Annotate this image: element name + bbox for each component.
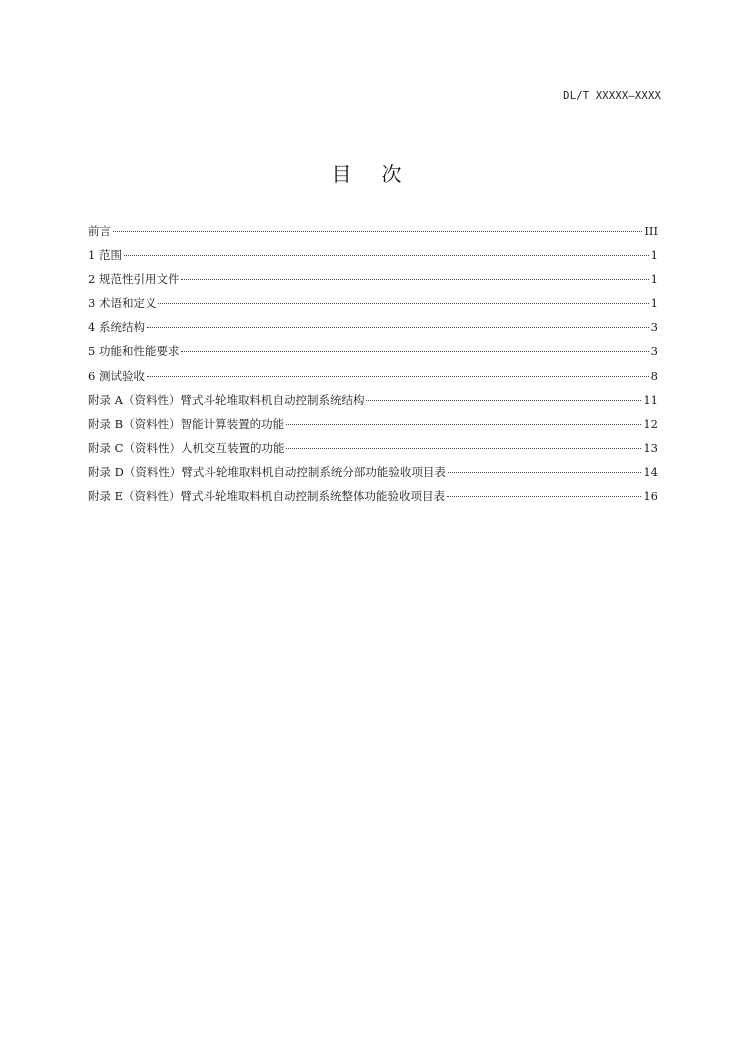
toc-entry[interactable] [88, 460, 658, 484]
toc-entry-label: 附录 E（资料性）臂式斗轮堆取料机自动控制系统整体功能验收项目表 [88, 489, 446, 504]
toc-entry-label: 5 功能和性能要求 [88, 344, 180, 359]
toc-entry-label: 附录 A（资料性）臂式斗轮堆取料机自动控制系统结构 [88, 392, 365, 407]
toc-leader-dots [366, 400, 641, 401]
toc-entry-label: 3 术语和定义 [88, 296, 157, 311]
toc-entry-page: 1 [650, 296, 658, 311]
toc-leader-dots [181, 279, 648, 280]
toc-leader-dots [147, 376, 649, 377]
toc-entry-page: 13 [643, 440, 658, 455]
toc-entry[interactable] [88, 219, 658, 243]
toc-entry-page: 3 [650, 344, 658, 359]
toc-entry-label: 4 系统结构 [88, 320, 145, 335]
toc-entry[interactable] [88, 412, 658, 436]
toc-entry[interactable] [88, 291, 658, 315]
toc-leader-dots [448, 472, 641, 473]
page-title: 目次 [331, 162, 432, 186]
toc-entry-page: 3 [650, 320, 658, 335]
toc-leader-dots [447, 496, 641, 497]
toc-leader-dots [147, 327, 649, 328]
toc-entry-label: 前言 [88, 224, 111, 238]
toc-entry-page: 14 [643, 464, 658, 479]
toc-entry-page: 12 [643, 416, 658, 431]
toc-entry-label: 附录 C（资料性）人机交互装置的功能 [88, 440, 285, 455]
toc-leader-dots [158, 303, 648, 304]
toc-entry[interactable] [88, 315, 658, 339]
toc-entry-page: 8 [650, 368, 658, 383]
toc-entry-label: 1 范围 [88, 248, 122, 263]
toc-entry-page: 16 [643, 489, 658, 504]
document-code: DL/T XXXXX—XXXX [563, 90, 661, 102]
toc-entry-label: 6 测试验收 [88, 368, 145, 383]
toc-entry[interactable] [88, 339, 658, 363]
toc-entry[interactable] [88, 267, 658, 291]
toc-entry-label: 附录 D（资料性）臂式斗轮堆取料机自动控制系统分部功能验收项目表 [88, 464, 446, 479]
toc-entry-page: 1 [650, 248, 658, 263]
toc-entry-label: 2 规范性引用文件 [88, 272, 180, 287]
toc-leader-dots [286, 424, 641, 425]
toc-entry[interactable] [88, 364, 658, 388]
toc-entry[interactable] [88, 243, 658, 267]
toc-leader-dots [181, 351, 648, 352]
toc-entry-page: III [644, 224, 658, 238]
toc-leader-dots [286, 448, 641, 449]
toc-leader-dots [113, 231, 642, 232]
toc-entry-page: 1 [650, 272, 658, 287]
toc-leader-dots [124, 255, 649, 256]
toc-entry-label: 附录 B（资料性）智能计算装置的功能 [88, 416, 285, 431]
table-of-contents [88, 219, 658, 508]
toc-entry[interactable] [88, 388, 658, 412]
toc-entry[interactable] [88, 484, 658, 508]
toc-entry[interactable] [88, 436, 658, 460]
toc-entry-page: 11 [643, 392, 658, 407]
